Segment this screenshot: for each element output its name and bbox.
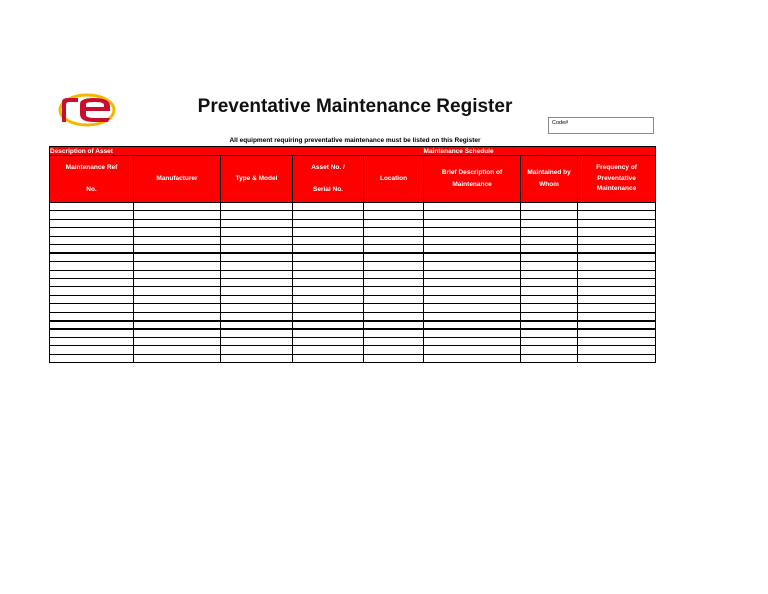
table-cell[interactable] [134,338,221,346]
table-cell[interactable] [364,304,424,312]
table-cell[interactable] [293,211,364,219]
table-row [50,312,656,320]
table-cell[interactable] [521,321,578,329]
table-cell[interactable] [134,270,221,278]
table-cell[interactable] [50,304,134,312]
table-cell[interactable] [578,219,656,227]
table-cell[interactable] [578,236,656,244]
table-row [50,253,656,261]
maintenance-register-table [49,146,656,363]
table-row [50,236,656,244]
table-cell[interactable] [221,219,293,227]
table-cell[interactable] [221,304,293,312]
table-cell[interactable] [134,304,221,312]
table-cell[interactable] [521,228,578,236]
code-label: Code# [552,120,569,126]
col-manufacturer: Manufacturer [134,156,221,203]
table-cell[interactable] [50,287,134,295]
table-cell[interactable] [221,211,293,219]
table-cell[interactable] [293,236,364,244]
table-row [50,245,656,253]
table-cell[interactable] [50,236,134,244]
table-cell[interactable] [578,245,656,253]
table-cell[interactable] [50,253,134,261]
table-cell[interactable] [293,346,364,354]
table-cell[interactable] [364,228,424,236]
table-cell[interactable] [221,295,293,303]
table-cell[interactable] [424,253,521,261]
section-description-of-asset: Description of Asset [50,147,424,156]
table-cell[interactable] [134,278,221,286]
table-cell[interactable] [424,228,521,236]
table-cell[interactable] [50,211,134,219]
table-cell[interactable] [521,287,578,295]
table-cell[interactable] [221,253,293,261]
column-header-row [50,156,656,203]
table-cell[interactable] [50,228,134,236]
table-row [50,219,656,227]
table-cell[interactable] [221,329,293,337]
table-cell[interactable] [364,219,424,227]
table-cell[interactable] [521,253,578,261]
company-logo-icon [56,92,118,128]
table-cell[interactable] [521,329,578,337]
section-header-row [50,147,656,156]
table-cell[interactable] [50,203,134,211]
table-row [50,329,656,337]
col-asset-serial: Asset No. / Serial No. [293,156,364,203]
table-cell[interactable] [221,287,293,295]
table-cell[interactable] [424,321,521,329]
table-cell[interactable] [364,253,424,261]
table-cell[interactable] [293,329,364,337]
table-cell[interactable] [221,278,293,286]
table-cell[interactable] [293,287,364,295]
table-cell[interactable] [134,236,221,244]
table-cell[interactable] [578,287,656,295]
table-cell[interactable] [221,312,293,320]
table-cell[interactable] [50,346,134,354]
table-cell[interactable] [134,312,221,320]
table-cell[interactable] [221,338,293,346]
table-cell[interactable] [578,295,656,303]
table-cell[interactable] [424,346,521,354]
table-cell[interactable] [578,262,656,270]
table-row [50,354,656,362]
table-cell[interactable] [521,211,578,219]
table-cell[interactable] [293,304,364,312]
table-cell[interactable] [50,354,134,362]
table-cell[interactable] [293,278,364,286]
table-row [50,295,656,303]
table-row [50,228,656,236]
table-cell[interactable] [424,278,521,286]
table-cell[interactable] [134,329,221,337]
col-brief-description: Brief Description of Maintenance [424,156,521,203]
table-cell[interactable] [521,338,578,346]
table-cell[interactable] [364,236,424,244]
table-cell[interactable] [134,219,221,227]
table-cell[interactable] [424,236,521,244]
table-cell[interactable] [293,245,364,253]
table-cell[interactable] [364,278,424,286]
table-cell[interactable] [134,245,221,253]
table-cell[interactable] [364,321,424,329]
table-cell[interactable] [521,304,578,312]
table-cell[interactable] [293,262,364,270]
table-cell[interactable] [578,253,656,261]
table-cell[interactable] [364,245,424,253]
table-cell[interactable] [134,295,221,303]
table-cell[interactable] [50,278,134,286]
table-cell[interactable] [50,245,134,253]
table-row [50,278,656,286]
table-cell[interactable] [134,321,221,329]
table-cell[interactable] [424,219,521,227]
table-cell[interactable] [578,203,656,211]
table-cell[interactable] [424,354,521,362]
table-cell[interactable] [578,312,656,320]
table-row [50,211,656,219]
table-cell[interactable] [578,211,656,219]
table-cell[interactable] [293,219,364,227]
table-cell[interactable] [364,211,424,219]
table-cell[interactable] [293,312,364,320]
table-cell[interactable] [50,338,134,346]
col-maintained-by: Maintained by Whom [521,156,578,203]
table-cell[interactable] [521,245,578,253]
table-cell[interactable] [521,270,578,278]
table-cell[interactable] [364,262,424,270]
table-cell[interactable] [364,346,424,354]
table-row [50,338,656,346]
table-cell[interactable] [578,278,656,286]
table-row [50,304,656,312]
table-cell[interactable] [521,312,578,320]
table-cell[interactable] [221,346,293,354]
table-cell[interactable] [578,228,656,236]
table-cell[interactable] [578,338,656,346]
table-cell[interactable] [521,262,578,270]
table-cell[interactable] [424,329,521,337]
table-cell[interactable] [293,338,364,346]
table-cell[interactable] [221,203,293,211]
table-cell[interactable] [521,354,578,362]
table-cell[interactable] [424,287,521,295]
table-cell[interactable] [521,278,578,286]
table-cell[interactable] [364,203,424,211]
register-instruction: All equipment requiring preventative maintenance must be listed on this Register [229,137,481,144]
section-maintenance-schedule: Maintenance Schedule [424,147,656,156]
table-cell[interactable] [134,354,221,362]
table-cell[interactable] [424,304,521,312]
table-cell[interactable] [134,228,221,236]
table-cell[interactable] [50,295,134,303]
table-cell[interactable] [50,312,134,320]
col-frequency: Frequency of Preventative Maintenance [578,156,656,203]
table-cell[interactable] [293,203,364,211]
col-location: Location [364,156,424,203]
table-cell[interactable] [424,211,521,219]
table-row [50,262,656,270]
table-cell[interactable] [578,321,656,329]
table-cell[interactable] [578,346,656,354]
table-row [50,321,656,329]
table-cell[interactable] [50,262,134,270]
table-cell[interactable] [293,270,364,278]
table-cell[interactable] [521,203,578,211]
table-cell[interactable] [221,262,293,270]
table-cell[interactable] [424,338,521,346]
table-row [50,270,656,278]
table-cell[interactable] [134,262,221,270]
table-cell[interactable] [521,219,578,227]
table-row [50,346,656,354]
table-cell[interactable] [424,312,521,320]
table-cell[interactable] [50,329,134,337]
table-cell[interactable] [578,304,656,312]
code-field[interactable] [548,117,654,134]
table-cell[interactable] [364,295,424,303]
table-cell[interactable] [364,270,424,278]
table-cell[interactable] [134,287,221,295]
table-cell[interactable] [364,312,424,320]
table-cell[interactable] [424,262,521,270]
table-cell[interactable] [221,270,293,278]
table-cell[interactable] [521,295,578,303]
table-cell[interactable] [293,354,364,362]
table-cell[interactable] [221,354,293,362]
col-type-model: Type & Model [221,156,293,203]
table-cell[interactable] [364,329,424,337]
table-cell[interactable] [50,321,134,329]
table-row [50,203,656,211]
table-cell[interactable] [221,321,293,329]
table-cell[interactable] [578,354,656,362]
table-cell[interactable] [293,253,364,261]
table-cell[interactable] [293,321,364,329]
page-title: Preventative Maintenance Register [197,96,513,117]
table-cell[interactable] [424,270,521,278]
table-cell[interactable] [221,236,293,244]
table-cell[interactable] [364,354,424,362]
table-cell[interactable] [50,270,134,278]
table-cell[interactable] [364,338,424,346]
table-cell[interactable] [221,245,293,253]
table-cell[interactable] [134,253,221,261]
table-cell[interactable] [50,219,134,227]
table-cell[interactable] [521,236,578,244]
table-cell[interactable] [424,203,521,211]
table-cell[interactable] [364,287,424,295]
table-row [50,287,656,295]
table-cell[interactable] [134,346,221,354]
col-maintenance-ref: Maintenance Ref No. [50,156,134,203]
table-cell[interactable] [424,295,521,303]
table-cell[interactable] [293,228,364,236]
table-cell[interactable] [424,245,521,253]
register-body [50,203,656,363]
table-cell[interactable] [134,203,221,211]
table-cell[interactable] [578,270,656,278]
table-cell[interactable] [134,211,221,219]
table-cell[interactable] [521,346,578,354]
table-cell[interactable] [578,329,656,337]
table-cell[interactable] [293,295,364,303]
table-cell[interactable] [221,228,293,236]
